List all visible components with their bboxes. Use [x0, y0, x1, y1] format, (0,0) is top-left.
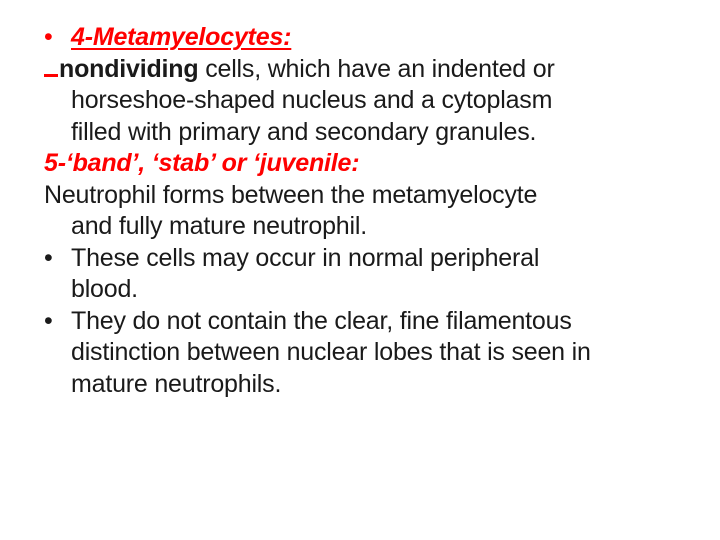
para1-line1	[44, 54, 704, 86]
bullet1-text: These cells may occur in normal peripheral	[71, 243, 540, 272]
para2-line2: and fully mature neutrophil.	[71, 212, 367, 240]
bullet2-marker: •	[44, 306, 53, 335]
red-dash-marker	[44, 56, 58, 77]
slide-content	[44, 22, 704, 400]
para1-line2: horseshoe-shaped nucleus and a cytoplasm	[71, 86, 553, 114]
para1-line3: filled with primary and secondary granules.	[71, 117, 537, 146]
bullet2-text: They do not contain the clear, fine filamentous	[71, 306, 572, 335]
heading-line	[44, 22, 704, 54]
bullet1-marker: •	[44, 243, 53, 272]
para2-line1: Neutrophil forms between the metamyelocyte	[44, 180, 538, 209]
bullet2-line2: distinction between nuclear lobes that is seen in	[71, 338, 591, 366]
bullet2-line1	[44, 306, 704, 338]
subheading-band-stab: 5-‘band’, ‘stab’ or ‘juvenile:	[44, 149, 360, 177]
bullet1-line2: blood.	[71, 275, 138, 303]
bullet2-line3: mature neutrophils.	[71, 369, 282, 398]
para1-text: cells, which have an indented or	[198, 54, 555, 83]
heading-bullet: •	[44, 23, 53, 51]
heading-metamyelocytes: 4-Metamyelocytes:	[71, 23, 292, 51]
subheading-line	[44, 148, 704, 180]
bullet1-line1	[44, 243, 704, 275]
para1-bold-term: nondividing	[59, 54, 199, 83]
